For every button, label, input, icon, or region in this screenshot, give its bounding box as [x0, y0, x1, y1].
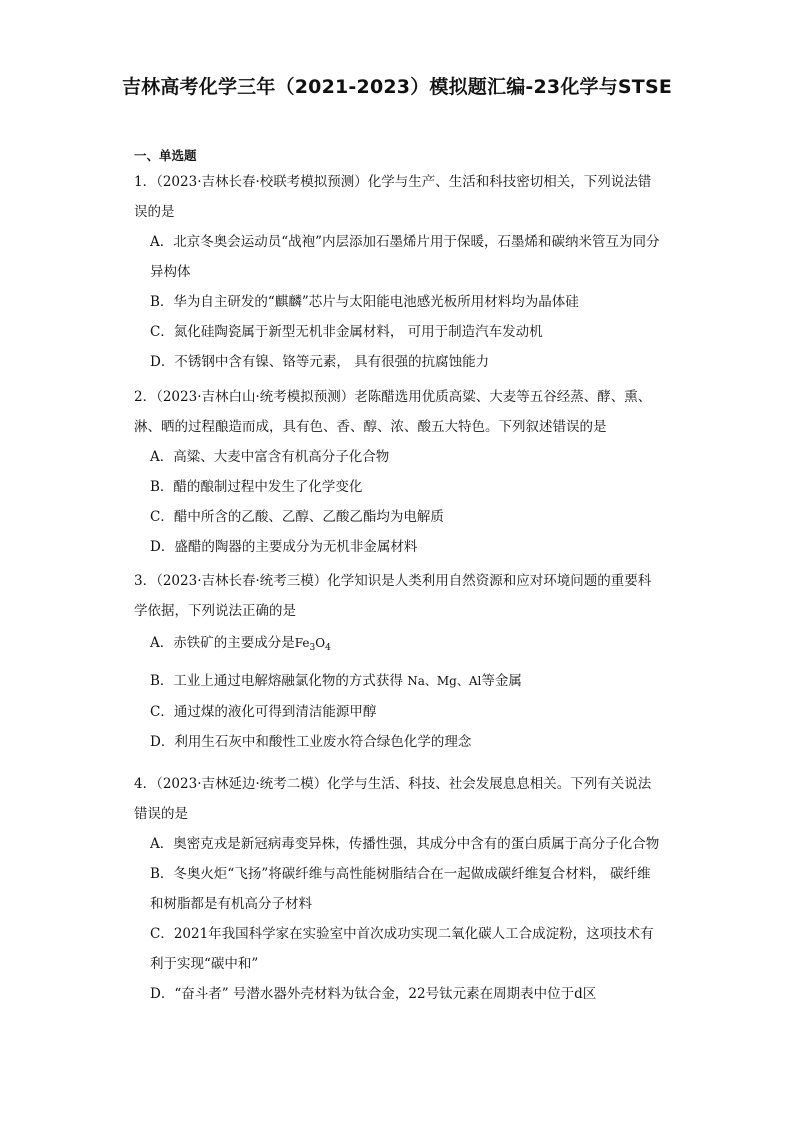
option-a: A．高粱、大麦中富含有机高分子化合物	[150, 449, 390, 465]
question-2	[134, 382, 662, 562]
option-d: D．“奋斗者” 号潜水器外壳材料为钛合金，22号钛元素在周期表中位于d区	[150, 986, 597, 1002]
question-3	[134, 566, 662, 757]
option-a: A．赤铁矿的主要成分是$Fe_3O_4$	[150, 635, 331, 653]
option-d: D．不锈钢中含有镍、铬等元素， 具有很强的抗腐蚀能力	[150, 354, 490, 370]
option-b: B．醋的酿制过程中发生了化学变化	[150, 479, 363, 495]
option-a: A．奥密克戎是新冠病毒变异株，传播性强，其成分中含有的蛋白质属于高分子化合物	[150, 836, 660, 852]
option-b: B．工业上通过电解熔融氯化物的方式获得 Na、Mg、Al等金属	[150, 673, 522, 689]
option-d: D．利用生石灰中和酸性工业废水符合绿色化学的理念	[150, 734, 472, 750]
question-stem: 1．（2023·吉林长春·校联考模拟预测）化学与生产、生活和科技密切相关，下列说法错误的是	[134, 174, 652, 220]
question-1	[134, 167, 662, 377]
page-title: 吉林高考化学三年（2021-2023）模拟题汇编-23化学与STSE	[121, 76, 673, 98]
chem-formula-fe3o4: $Fe_3O_4$	[294, 636, 331, 653]
question-4	[134, 769, 662, 1009]
section-heading: 一、单选题	[134, 148, 197, 163]
chem-formula-metals: Na、Mg、Al	[407, 674, 482, 688]
option-b: B．冬奥火炬“飞扬”将碳纤维与高性能树脂结合在一起做成碳纤维复合材料， 碳纤维和树脂都是有机高分子材料	[150, 866, 651, 912]
option-b: B．华为自主研发的“麒麟”芯片与太阳能电池感光板所用材料均为晶体硅	[150, 294, 579, 310]
option-c: C．2021年我国科学家在实验室中首次成功实现二氧化碳人工合成淀粉，这项技术有利于实现“碳中和”	[150, 926, 654, 972]
question-stem: 2．（2023·吉林白山·统考模拟预测）老陈醋选用优质高粱、大麦等五谷经蒸、酵、熏、淋、晒的过程酿造而成，具有色、香、醇、浓、酸五大特色。下列叙述错误的是	[134, 389, 652, 435]
question-stem: 3．（2023·吉林长春·统考三模）化学知识是人类利用自然资源和应对环境问题的重要科学依据，下列说法正确的是	[134, 573, 652, 619]
option-c: C．氮化硅陶瓷属于新型无机非金属材料， 可用于制造汽车发动机	[150, 324, 543, 340]
option-c: C．通过煤的液化可得到清洁能源甲醇	[150, 704, 377, 720]
question-stem: 4．（2023·吉林延边·统考二模）化学与生活、科技、社会发展息息相关。下列有关说法错误的是	[134, 776, 652, 822]
option-d: D．盛醋的陶器的主要成分为无机非金属材料	[150, 539, 418, 555]
option-c: C．醋中所含的乙酸、乙醇、乙酸乙酯均为电解质	[150, 509, 444, 525]
option-a: A．北京冬奥会运动员“战袍”内层添加石墨烯片用于保暖，石墨烯和碳纳米管互为同分异构体	[150, 234, 660, 280]
